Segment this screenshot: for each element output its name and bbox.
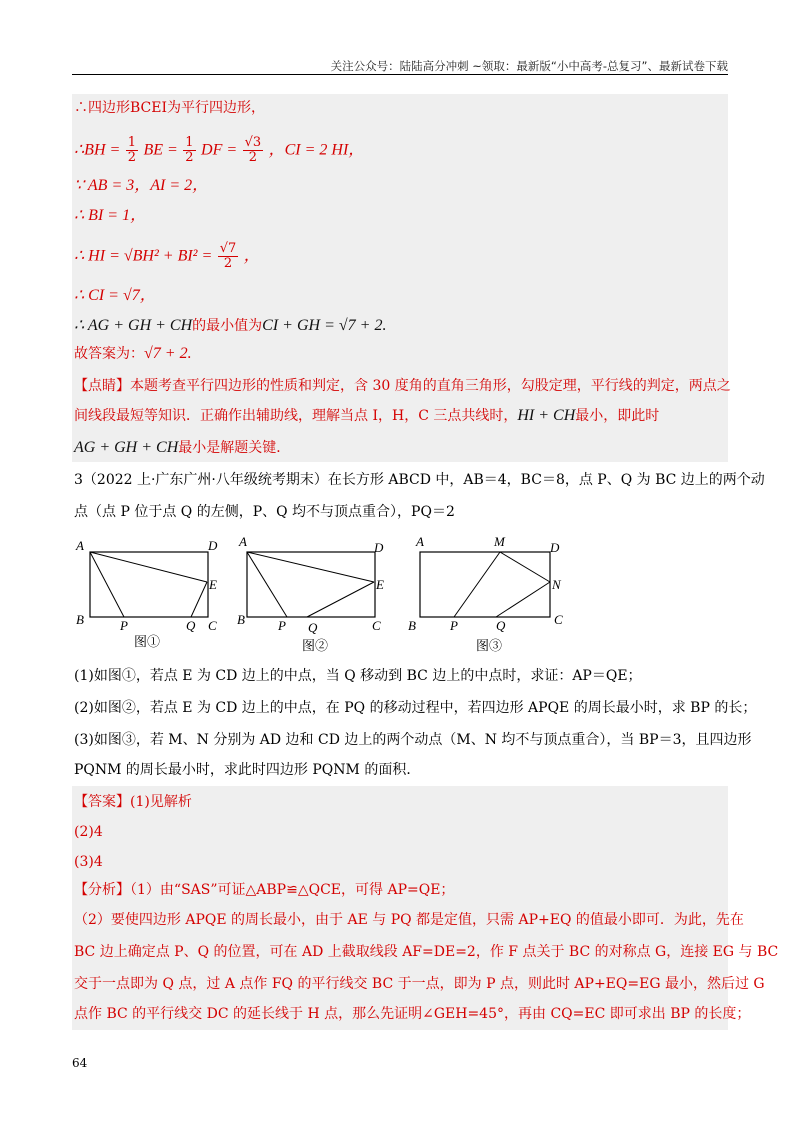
solution-line-6: ∴ CI = √7， [74,287,156,304]
fig2-label-b: B [237,612,245,627]
fig2-label-c: C [372,618,381,633]
analysis-line-4: 交于一点即为 Q 点，过 A 点作 FQ 的平行线交 BC 于一点，即为 P 点，则此时 AP+EQ=EG 最小，然后过 G [74,976,765,992]
fig1-label-e: E [209,577,217,592]
fig2-label-q: Q [308,620,318,635]
analysis-line-3: BC 边上确定点 P、Q 的位置，可在 AD 上截取线段 AF=DE=2，作 F 点关于 BC 的对称点 G，连接 EG 与 BC [74,944,779,960]
fig3-label-n: N [552,577,561,592]
figure-1 [75,538,218,649]
comment-line-3: AG + GH + CH最小是解题关键． [74,439,291,456]
figure-3 [408,534,563,653]
page-number: 64 [72,1056,88,1070]
fig3-label-a: A [416,534,424,549]
problem-line-1: 3（2022 上·广东广州·八年级统考期末）在长方形 ABCD 中，AB＝4，BC＝8，点 P、Q 为 BC 边上的两个动 [74,472,765,488]
fig1-label-b: B [76,612,84,627]
fig2-label-a: A [239,534,247,549]
solution-line-2: ∴BH = $\frac{1}{2}$ BE = $\frac{1}{2}$ DF = $\frac{√3}{2}$ ，CI = 2 HI， [74,135,365,165]
question-2: (2)如图②，若点 E 为 CD 边上的中点，在 PQ 的移动过程中，若四边形 APQE 的周长最小时，求 BP 的长； [74,700,757,716]
fig2-label-p: P [278,618,286,633]
fig1-label-d: D [208,538,218,553]
fig1-label-p: P [120,618,128,633]
fig3-label-d: D [550,540,560,555]
fig3-label-c: C [554,612,563,627]
solution-line-7: ∴ AG + GH + CH的最小值为CI + GH = √7 + 2. [74,317,387,334]
problem-line-2: 点（点 P 位于点 Q 的左侧，P、Q 均不与顶点重合），PQ＝2 [74,504,455,520]
fig3-label-m: M [494,534,505,549]
comment-line-2: 间线段最短等知识．正确作出辅助线，理解当点 I，H，C 三点共线时，HI + CH最小，即此时 [74,407,660,424]
solution-line-1: ∴四边形BCEI为平行四边形， [74,100,266,116]
question-3a: (3)如图③，若 M、N 分别为 AD 边和 CD 边上的两个动点（M、N 均不与顶点重合），当 BP＝3，且四边形 [74,732,752,748]
fig2-caption: 图② [302,638,329,653]
fig2-label-d: D [374,540,384,555]
fig2-label-e: E [376,577,384,592]
comment-line-1: 【点睛】本题考查平行四边形的性质和判定，含 30 度角的直角三角形，勾股定理，平行线的判定，两点之 [74,378,731,394]
fig1-caption: 图① [134,634,161,649]
analysis-line-2: （2）要使四边形 APQE 的周长最小，由于 AE 与 PQ 都是定值，只需 AP+EQ 的值最小即可．为此，先在 [74,912,744,928]
header-rule [72,74,728,75]
figures [72,532,592,660]
solution-line-5: ∴ HI = √BH² + BI² = $\frac{√7}{2}$ ， [74,241,260,271]
fig3-caption: 图③ [476,638,503,653]
question-3b: PQNM 的周长最小时，求此时四边形 PQNM 的面积． [74,762,421,778]
answer-label: 【答案】 [74,794,130,810]
fig1-label-q: Q [186,618,196,633]
page-header: 关注公众号：陆陆高分冲刺 ~领取：最新版“小中高考-总复习”、最新试卷下载 [330,59,728,73]
fig3-label-b: B [408,618,416,633]
fig3-label-p: P [450,618,458,633]
figure-2 [237,534,384,653]
fig1-label-a: A [76,538,84,553]
solution-line-3: ∵ AB = 3，AI = 2， [74,177,209,194]
answer-line-3: (3)4 [74,854,103,870]
analysis-line-5: 点作 BC 的平行线交 DC 的延长线于 H 点，那么先证明∠GEH=45°，再由 CQ=EC 即可求出 BP 的长度； [74,1006,751,1022]
fig1-label-c: C [208,618,217,633]
solution-line-8: 故答案为：√7 + 2. [74,345,192,362]
question-1: (1)如图①，若点 E 为 CD 边上的中点，当 Q 移动到 BC 边上的中点时，求证：AP＝QE； [74,668,642,684]
fig3-label-q: Q [496,618,506,633]
answer-line-1: 【答案】(1)见解析 [74,794,192,810]
analysis-line-1: 【分析】（1）由“SAS”可证△ABP≌△QCE，可得 AP=QE； [74,882,455,898]
answer-line-2: (2)4 [74,824,103,840]
solution-line-4: ∴ BI = 1， [74,207,147,224]
